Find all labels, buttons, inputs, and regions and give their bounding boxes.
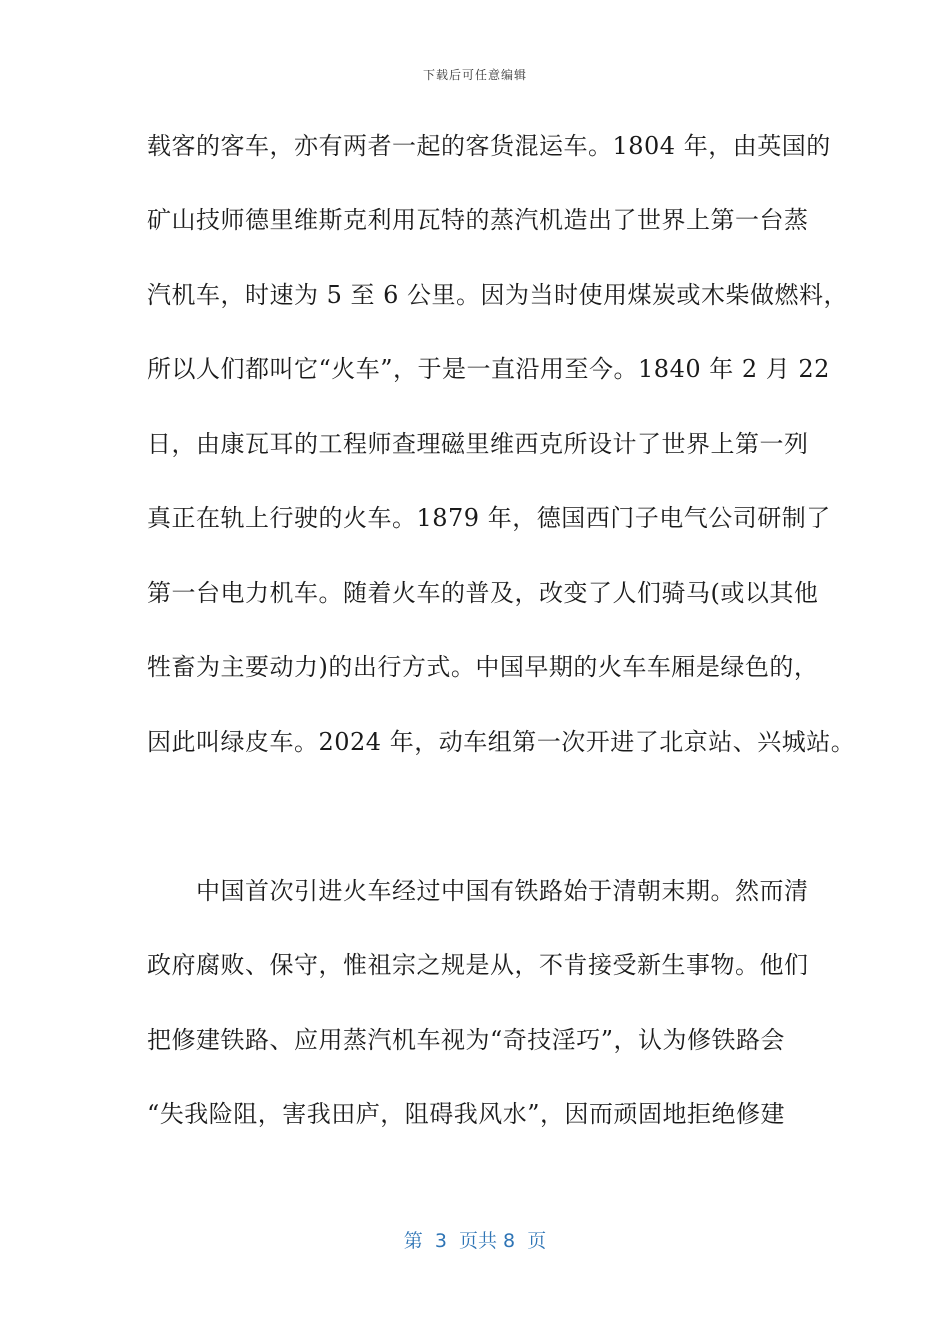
text-line: “失我险阻，害我田庐，阻碍我风水”，因而顽固地拒绝修建 <box>147 1100 786 1128</box>
text-line: 真正在轨上行驶的火车。1879 年，德国西门子电气公司研制了 <box>147 504 831 532</box>
text-line: 矿山技师德里维斯克利用瓦特的蒸汽机造出了世界上第一台蒸 <box>147 206 809 234</box>
text-line: 载客的客车，亦有两者一起的客货混运车。1804 年，由英国的 <box>147 132 831 160</box>
text-line: 第一台电力机车。随着火车的普及，改变了人们骑马(或以其他 <box>147 579 819 607</box>
text-line: 政府腐败、保守，惟祖宗之规是从，不肯接受新生事物。他们 <box>147 951 809 979</box>
text-line: 中国首次引进火车经过中国有铁路始于清朝末期。然而清 <box>147 877 809 905</box>
header-note: 下载后可任意编辑 <box>422 68 527 82</box>
text-line: 把修建铁路、应用蒸汽机车视为“奇技淫巧”，认为修铁路会 <box>147 1026 786 1054</box>
text-line: 汽机车，时速为 5 至 6 公里。因为当时使用煤炭或木柴做燃料， <box>147 281 849 309</box>
text-line: 日，由康瓦耳的工程师查理磁里维西克所设计了世界上第一列 <box>147 430 809 458</box>
text-line: 因此叫绿皮车。2024 年，动车组第一次开进了北京站、兴城站。 <box>147 728 856 756</box>
page-number-footer: 第 3 页共 8 页 <box>403 1230 547 1252</box>
text-line: 所以人们都叫它“火车”，于是一直沿用至今。1840 年 2 月 22 <box>147 355 830 383</box>
text-line: 牲畜为主要动力)的出行方式。中国早期的火车车厢是绿色的， <box>147 653 819 681</box>
